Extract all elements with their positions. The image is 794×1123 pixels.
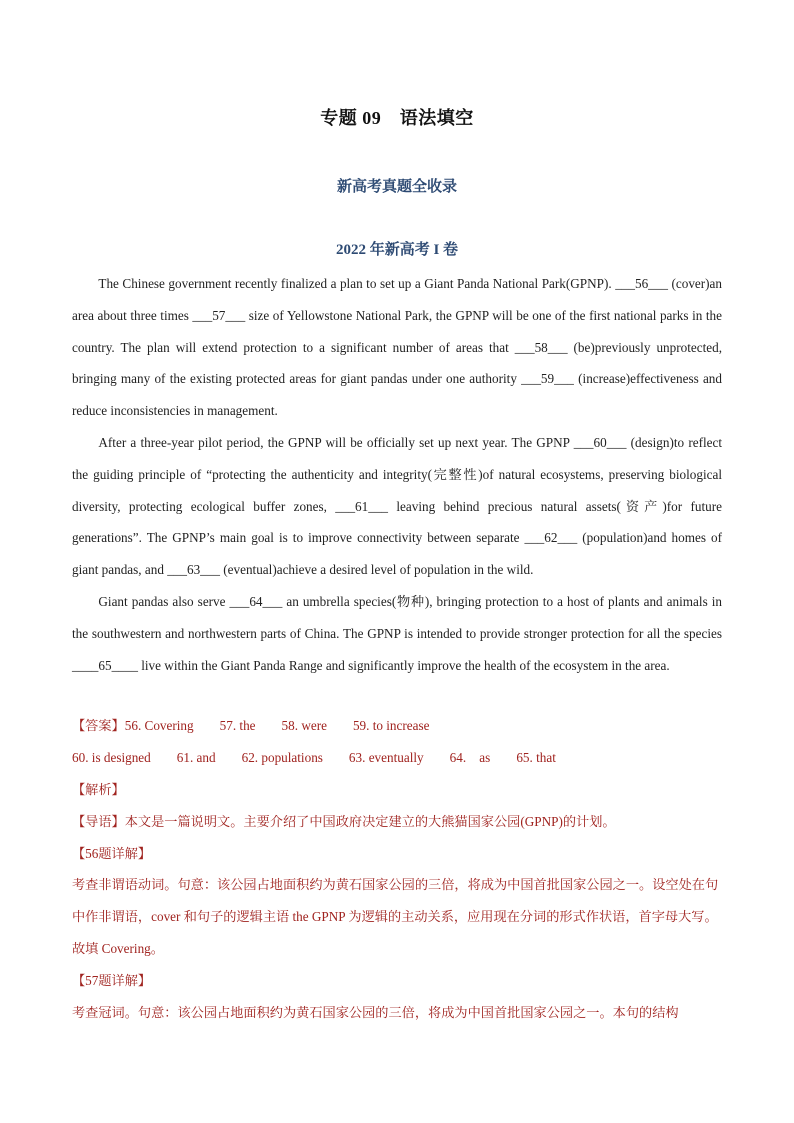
q56-label: 【56题详解】 bbox=[72, 845, 152, 861]
page-title: 专题 09 语法填空 bbox=[320, 108, 474, 128]
q56-text: 考查非谓语动词。句意：该公园占地面积约为黄石国家公园的三倍，将成为中国首批国家公园之一。设空处在句中作非谓语，cover 和句子的逻辑主语 the GPNP 为逻辑的主动关系，应用现在分词的形式作状语，首字母大写。故填 Covering。 bbox=[72, 877, 719, 956]
answer-item: 57. the bbox=[219, 718, 256, 733]
answer-item: 63. eventually bbox=[348, 750, 424, 765]
answer-item: 61. and bbox=[176, 750, 216, 765]
analysis-label: 【解析】 bbox=[72, 782, 125, 797]
analysis-section bbox=[72, 774, 722, 1028]
answer-item: 64. as bbox=[449, 750, 491, 765]
passage-paragraph-2: After a three-year pilot period, the GPNP will be officially set up next year. The GPNP ___60___ (design)to reflect the guiding principle of “protecting the authenticity and integrity(完整性)of natural ecosystems, preserving biological diversity, protecting ecological buffer zones, ___61___ leaving behind precious natural assets(资产)for future generations”. The GPNP’s main goal is to improve connectivity between separate ___62___ (population)and homes of giant pandas, and ___63___ (eventual)achieve a desired level of population in the wild. bbox=[72, 434, 722, 578]
reading-passage bbox=[72, 268, 722, 681]
answer-item: 56. Covering bbox=[124, 718, 194, 733]
intro-text: 本文是一篇说明文。主要介绍了中国政府决定建立的大熊猫国家公园(GPNP)的计划。 bbox=[124, 813, 616, 829]
answer-item: 58. were bbox=[281, 718, 327, 733]
passage-paragraph-1: The Chinese government recently finalized a plan to set up a Giant Panda National Park(GPNP). ___56___ (cover)an area about three times ___57___ size of Yellowstone National Park, the GPNP will be one of the first national parks in the country. The plan will extend protection to a significant number of areas that ___58___ (be)previously unprotected, bringing many of the existing protected areas for giant pandas under one authority ___59___ (increase)effectiveness and reduce inconsistencies in management. bbox=[72, 276, 722, 419]
passage-paragraph-3: Giant pandas also serve ___64___ an umbrella species(物种), bringing protection to a host of plants and animals in the southwestern and northwestern parts of China. The GPNP is intended to provide stronger protection for all the species ____65____ live within the Giant Panda Range and significantly improve the health of the ecosystem in the area. bbox=[72, 593, 722, 673]
answer-item: 60. is designed bbox=[72, 750, 151, 765]
answer-row-2 bbox=[72, 742, 722, 774]
intro-label: 【导语】 bbox=[72, 813, 125, 829]
answer-item: 65. that bbox=[516, 750, 556, 765]
q57-label: 【57题详解】 bbox=[72, 972, 152, 988]
answer-row-1 bbox=[72, 710, 722, 742]
answer-item: 62. populations bbox=[241, 750, 323, 765]
q57-text: 考查冠词。句意：该公园占地面积约为黄石国家公园的三倍，将成为中国首批国家公园之一。本句的结构 bbox=[72, 1004, 679, 1020]
answer-label: 【答案】 bbox=[72, 718, 125, 733]
answer-item: 59. to increase bbox=[352, 718, 430, 733]
exam-heading: 2022 年新高考 I 卷 bbox=[335, 242, 459, 258]
page-subtitle: 新高考真题全收录 bbox=[336, 179, 457, 195]
intro-paragraph bbox=[72, 806, 722, 838]
